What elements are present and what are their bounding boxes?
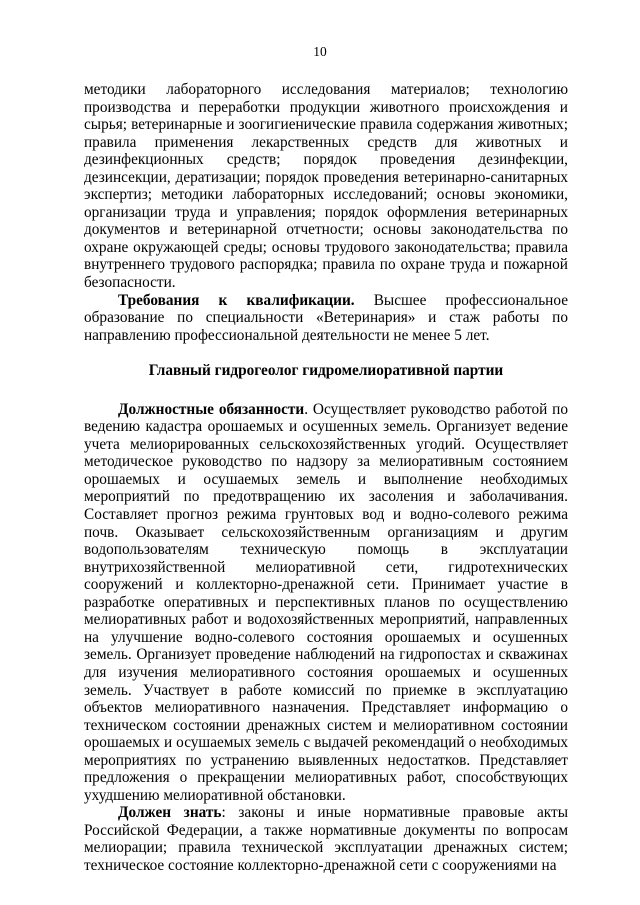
qualification-requirements-text: Высшее профессиональное образование по специальности «Ветеринария» и стаж работы по направлению профессиональной деятельности не менее 5 лет. — [84, 291, 568, 344]
paragraph-knowledge-continued: методики лабораторного исследования материалов; технологию производства и переработки продукции животного происхождения и сырья; ветеринарные и зоогигиенические правила содержания животных; правила применения лекарственных средств для животных и дезинфекционных средств; порядок проведения дезинфекции, дезинсекции, дератизации; порядок проведения ветеринарно-санитарных экспертиз; методики лабораторных исследований; основы экономики, организации труда и управления; порядок оформления ветеринарных документов и ветеринарной отчетности; основы законодательства по охране окружающей среды; основы трудового законодательства; правила внутреннего трудового распорядка; правила по охране труда и пожарной безопасности. — [84, 81, 568, 292]
paragraph-job-duties — [84, 401, 568, 805]
paragraph-must-know — [84, 804, 568, 874]
job-duties-text: . Осуществляет руководство работой по ведению кадастра орошаемых и осушенных земель. Организует ведение учета мелиорированных сельскохозяйственных угодий. Осуществляет методическое руководство по надзору за мелиоративным состоянием орошаемых и осушаемых земель и выполнение необходимых мероприятий по предотвращению их засоления и заболачивания. Составляет прогноз режима грунтовых вод и водно-солевого режима почв. Оказывает сельскохозяйственным организациям и другим водопользователям техническую помощь в эксплуатации внутрихозяйственной мелиоративной сети, гидротехнических сооружений и коллекторно-дренажной сети. Принимает участие в разработке оперативных и перспективных планов по осуществлению мелиоративных работ и водохозяйственных мероприятий, направленных на улучшение водно-солевого состояния орошаемых и осушенных земель. Организует проведение наблюдений на гидропостах и скважинах для изучения мелиоративного состояния орошаемых и осушенных земель. Участвует в работе комиссий по приемке в эксплуатацию объектов мелиоративного назначения. Представляет информацию о техническом состоянии дренажных систем и мелиоративном состоянии орошаемых и осушаемых земель с выдачей рекомендаций о необходимых мероприятиях по устранению выявленных недостатков. Представляет предложения о прекращении мелиоративных работ, способствующих ухудшению мелиоративной обстановки. — [84, 400, 568, 804]
job-duties-label: Должностные обязанности — [118, 400, 305, 418]
must-know-label: Должен знать — [118, 804, 222, 822]
section-heading: Главный гидрогеолог гидромелиоративной партии — [148, 362, 504, 380]
qualification-requirements-label: Требования к квалификации. — [118, 291, 355, 309]
document-body — [84, 81, 568, 875]
must-know-text: : законы и иные нормативные правовые акты Российской Федерации, а также нормативные документы по вопросам мелиорации; правила технической эксплуатации дренажных систем; техническое состояние коллекторно-дренажной сети с сооружениями на — [84, 804, 568, 874]
paragraph-qualification-requirements — [84, 292, 568, 345]
page-number: 10 — [313, 44, 327, 59]
